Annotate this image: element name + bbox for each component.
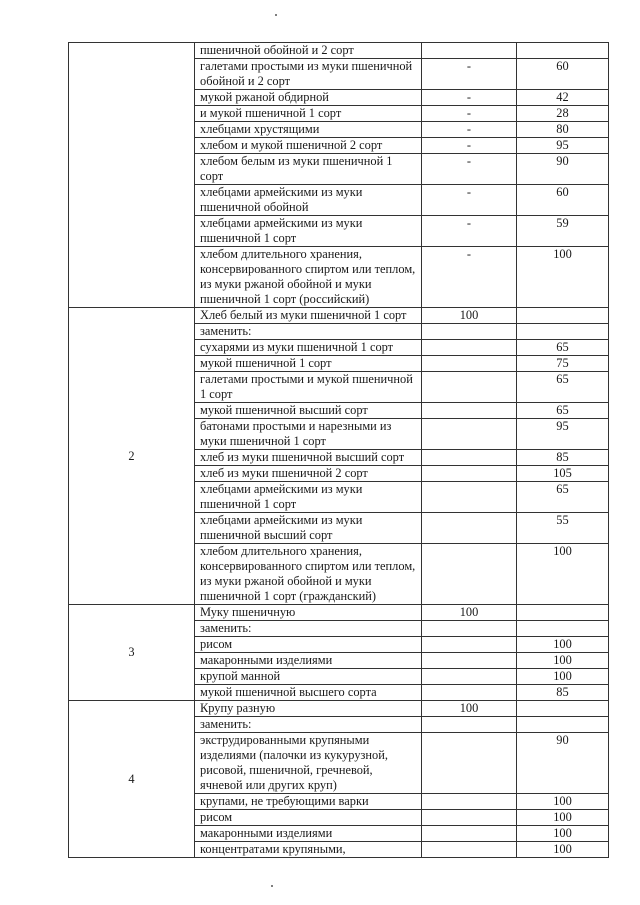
product-name-cell: Крупу разную xyxy=(195,701,422,717)
replacement-value-cell: 85 xyxy=(517,450,609,466)
group-number-cell: 3 xyxy=(69,605,195,701)
product-name-cell: сухарями из муки пшеничной 1 сорт xyxy=(195,340,422,356)
product-name-cell: хлебом длительного хранения, консервированного спиртом или теплом, из муки ржаной обойной и муки пшеничной 1 сорт (гражданский) xyxy=(195,544,422,605)
product-name-cell: крупой манной xyxy=(195,669,422,685)
product-name-cell: мукой ржаной обдирной xyxy=(195,90,422,106)
replacement-value-cell: 65 xyxy=(517,372,609,403)
norm-value-cell xyxy=(422,403,517,419)
norm-value-cell xyxy=(422,685,517,701)
product-name-cell: хлебцами армейскими из муки пшеничной 1 сорт xyxy=(195,216,422,247)
norm-value-cell: - xyxy=(422,154,517,185)
product-name-cell: и мукой пшеничной 1 сорт xyxy=(195,106,422,122)
replacement-value-cell: 105 xyxy=(517,466,609,482)
replacement-value-cell: 100 xyxy=(517,826,609,842)
product-name-cell: заменить: xyxy=(195,324,422,340)
replacement-value-cell: 100 xyxy=(517,842,609,858)
norm-value-cell xyxy=(422,733,517,794)
product-name-cell: хлебцами армейскими из муки пшеничной высший сорт xyxy=(195,513,422,544)
replacement-value-cell: 100 xyxy=(517,794,609,810)
replacement-value-cell xyxy=(517,43,609,59)
product-name-cell: хлебцами армейскими из муки пшеничной обойной xyxy=(195,185,422,216)
norm-value-cell xyxy=(422,340,517,356)
replacement-value-cell xyxy=(517,605,609,621)
norm-value-cell xyxy=(422,356,517,372)
product-name-cell: рисом xyxy=(195,637,422,653)
norm-value-cell xyxy=(422,513,517,544)
norm-value-cell xyxy=(422,372,517,403)
norm-value-cell: - xyxy=(422,138,517,154)
product-name-cell: пшеничной обойной и 2 сорт xyxy=(195,43,422,59)
replacement-value-cell: 28 xyxy=(517,106,609,122)
replacement-value-cell: 60 xyxy=(517,185,609,216)
product-name-cell: Хлеб белый из муки пшеничной 1 сорт xyxy=(195,308,422,324)
norm-value-cell: - xyxy=(422,90,517,106)
norm-value-cell xyxy=(422,450,517,466)
replacement-value-cell: 100 xyxy=(517,544,609,605)
norm-value-cell xyxy=(422,43,517,59)
product-name-cell: хлебом длительного хранения, консервированного спиртом или теплом, из муки ржаной обойной и муки пшеничной 1 сорт (российский) xyxy=(195,247,422,308)
replacement-value-cell: 100 xyxy=(517,653,609,669)
replacement-value-cell: 80 xyxy=(517,122,609,138)
norm-value-cell: 100 xyxy=(422,308,517,324)
norm-value-cell xyxy=(422,717,517,733)
replacement-value-cell: 100 xyxy=(517,810,609,826)
replacement-value-cell: 59 xyxy=(517,216,609,247)
replacement-value-cell xyxy=(517,621,609,637)
norm-value-cell: - xyxy=(422,247,517,308)
product-name-cell: заменить: xyxy=(195,621,422,637)
product-name-cell: хлеб из муки пшеничной высший сорт xyxy=(195,450,422,466)
replacement-value-cell: 65 xyxy=(517,482,609,513)
replacement-value-cell: 90 xyxy=(517,733,609,794)
group-number-cell xyxy=(69,43,195,308)
norm-value-cell: - xyxy=(422,122,517,138)
replacement-value-cell: 60 xyxy=(517,59,609,90)
product-name-cell: хлебом белым из муки пшеничной 1 сорт xyxy=(195,154,422,185)
norm-value-cell xyxy=(422,794,517,810)
replacement-value-cell: 95 xyxy=(517,419,609,450)
replacement-value-cell xyxy=(517,308,609,324)
product-name-cell: батонами простыми и нарезными из муки пшеничной 1 сорт xyxy=(195,419,422,450)
replacement-value-cell: 100 xyxy=(517,247,609,308)
norm-value-cell xyxy=(422,324,517,340)
norm-value-cell: 100 xyxy=(422,701,517,717)
product-name-cell: хлебом и мукой пшеничной 2 сорт xyxy=(195,138,422,154)
replacement-value-cell: 42 xyxy=(517,90,609,106)
norm-value-cell xyxy=(422,621,517,637)
product-name-cell: экструдированными крупяными изделиями (палочки из кукурузной, рисовой, пшеничной, гречневой, ячневой или других круп) xyxy=(195,733,422,794)
norm-value-cell xyxy=(422,466,517,482)
replacement-value-cell: 95 xyxy=(517,138,609,154)
norm-value-cell xyxy=(422,810,517,826)
product-name-cell: мукой пшеничной высший сорт xyxy=(195,403,422,419)
replacement-value-cell: 55 xyxy=(517,513,609,544)
product-name-cell: Муку пшеничную xyxy=(195,605,422,621)
table-row xyxy=(69,308,609,324)
table-row xyxy=(69,43,609,59)
substitution-table-body xyxy=(69,43,609,858)
replacement-value-cell xyxy=(517,324,609,340)
norm-value-cell: - xyxy=(422,216,517,247)
norm-value-cell xyxy=(422,544,517,605)
group-number-cell: 4 xyxy=(69,701,195,858)
replacement-value-cell: 65 xyxy=(517,403,609,419)
replacement-value-cell: 90 xyxy=(517,154,609,185)
product-name-cell: мукой пшеничной 1 сорт xyxy=(195,356,422,372)
product-name-cell: галетами простыми и мукой пшеничной 1 сорт xyxy=(195,372,422,403)
table-row xyxy=(69,605,609,621)
product-name-cell: рисом xyxy=(195,810,422,826)
product-name-cell: хлебцами хрустящими xyxy=(195,122,422,138)
norm-value-cell: 100 xyxy=(422,605,517,621)
norm-value-cell xyxy=(422,842,517,858)
norm-value-cell xyxy=(422,637,517,653)
norm-value-cell xyxy=(422,653,517,669)
product-name-cell: макаронными изделиями xyxy=(195,826,422,842)
replacement-value-cell: 75 xyxy=(517,356,609,372)
norm-value-cell xyxy=(422,482,517,513)
scan-dot-top xyxy=(275,14,277,16)
product-name-cell: хлебцами армейскими из муки пшеничной 1 сорт xyxy=(195,482,422,513)
replacement-value-cell: 100 xyxy=(517,637,609,653)
product-name-cell: макаронными изделиями xyxy=(195,653,422,669)
norm-value-cell xyxy=(422,826,517,842)
norm-value-cell: - xyxy=(422,106,517,122)
product-name-cell: хлеб из муки пшеничной 2 сорт xyxy=(195,466,422,482)
replacement-value-cell xyxy=(517,701,609,717)
replacement-value-cell xyxy=(517,717,609,733)
product-name-cell: мукой пшеничной высшего сорта xyxy=(195,685,422,701)
product-name-cell: крупами, не требующими варки xyxy=(195,794,422,810)
product-name-cell: галетами простыми из муки пшеничной обойной и 2 сорт xyxy=(195,59,422,90)
group-number-cell: 2 xyxy=(69,308,195,605)
substitution-table xyxy=(68,42,609,858)
norm-value-cell: - xyxy=(422,185,517,216)
replacement-value-cell: 85 xyxy=(517,685,609,701)
product-name-cell: заменить: xyxy=(195,717,422,733)
norm-value-cell xyxy=(422,419,517,450)
product-name-cell: концентратами крупяными, xyxy=(195,842,422,858)
replacement-value-cell: 65 xyxy=(517,340,609,356)
norm-value-cell: - xyxy=(422,59,517,90)
table-row xyxy=(69,701,609,717)
replacement-value-cell: 100 xyxy=(517,669,609,685)
norm-value-cell xyxy=(422,669,517,685)
scan-dot-bottom xyxy=(271,885,273,887)
